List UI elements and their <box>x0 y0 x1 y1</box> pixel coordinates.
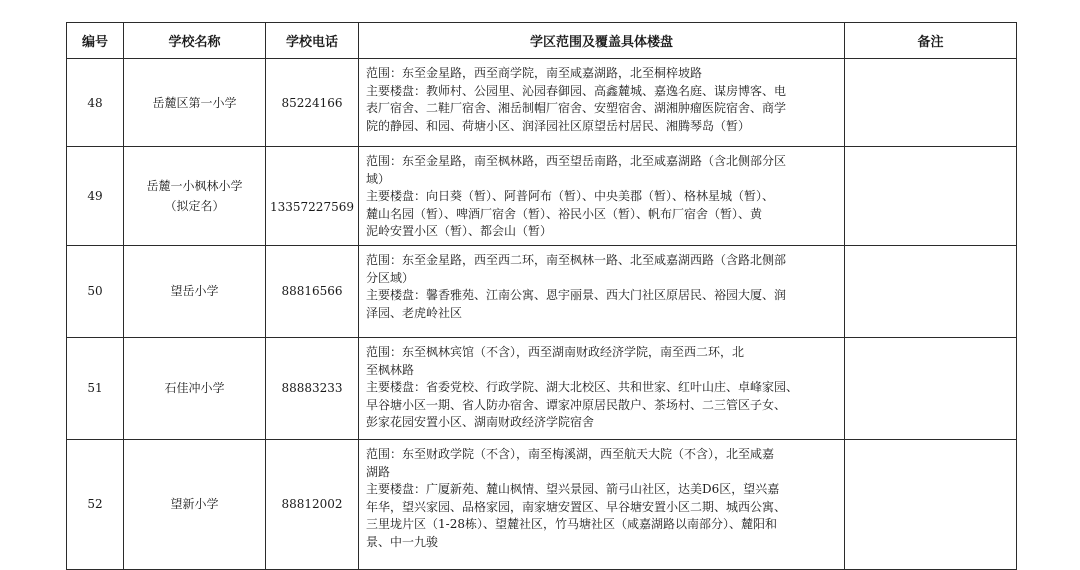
scope-line: 主要楼盘：广厦新苑、麓山枫情、望兴景园、箭弓山社区，达美D6区，望兴嘉 <box>366 482 780 497</box>
scope-line: 主要楼盘：向日葵（暂）、阿普阿布（暂）、中央美郡（暂）、格林星城（暂）、 <box>366 189 775 204</box>
district-scope-cell <box>359 147 845 246</box>
remarks-cell <box>845 59 1017 147</box>
school-name-cell <box>124 59 266 147</box>
district-scope-cell <box>359 337 845 439</box>
scope-line: 麓山名园（暂）、啤酒厂宿舍（暂）、裕民小区（暂）、帆布厂宿舍（暂）、黄 <box>366 206 763 221</box>
school-district-table <box>66 22 1017 570</box>
header-school-name: 学校名称 <box>124 23 266 59</box>
district-scope-cell <box>359 245 845 337</box>
scope-line: 范围：东至金星路，西至西二环，南至枫林一路、北至咸嘉湖西路（含路北侧部 <box>366 252 787 267</box>
remarks-cell <box>845 337 1017 439</box>
scope-line: 年华，望兴家园、品格家园，南家塘安置区、早谷塘安置小区二期、城西公寓、 <box>366 499 787 514</box>
school-name-cell <box>124 245 266 337</box>
table-row <box>67 245 1017 337</box>
school-name: 岳麓区第一小学 <box>152 95 237 110</box>
remarks-cell <box>845 439 1017 569</box>
scope-line: 湖路 <box>366 464 391 479</box>
header-district-scope: 学区范围及覆盖具体楼盘 <box>359 23 845 59</box>
remarks-cell <box>845 245 1017 337</box>
table-row <box>67 337 1017 439</box>
table-row <box>67 147 1017 246</box>
scope-line: 主要楼盘：馨香雅苑、江南公寓、恩宇丽景、西大门社区原居民、裕园大厦、润 <box>366 288 787 303</box>
row-number: 48 <box>67 59 124 147</box>
school-phone: 88883233 <box>266 337 359 439</box>
scope-line: 域） <box>366 171 391 186</box>
scope-line: 至枫林路 <box>366 362 415 377</box>
scope-line: 范围：东至财政学院（不含），南至梅溪湖，西至航天大院（不含），北至咸嘉 <box>366 446 775 461</box>
header-number: 编号 <box>67 23 124 59</box>
scope-line: 主要楼盘：省委党校、行政学院、湖大北校区、共和世家、红叶山庄、卓峰家园、 <box>366 380 799 395</box>
school-name: 岳麓一小枫林小学 <box>146 178 243 193</box>
header-remarks: 备注 <box>845 23 1017 59</box>
school-name: 石佳冲小学 <box>164 381 225 396</box>
scope-line: 范围：东至金星路，西至商学院，南至咸嘉湖路，北至桐梓坡路 <box>366 66 703 80</box>
school-name-note: （拟定名） <box>164 198 225 213</box>
scope-line: 三里垅片区（1-28栋）、望麓社区，竹马塘社区（咸嘉湖路以南部分）、麓阳和 <box>366 517 777 532</box>
scope-line: 泽园、老虎岭社区 <box>366 305 463 320</box>
scope-line: 景、中一九骏 <box>366 534 439 549</box>
header-row <box>67 23 1017 59</box>
table-row <box>67 439 1017 569</box>
school-name: 望岳小学 <box>170 284 219 299</box>
scope-line: 范围：东至金星路，南至枫林路，西至望岳南路，北至咸嘉湖路（含北侧部分区 <box>366 154 787 168</box>
school-phone: 88812002 <box>266 439 359 569</box>
school-phone: 13357227569 <box>266 147 359 246</box>
school-name-cell <box>124 439 266 569</box>
scope-line: 分区域） <box>366 270 415 285</box>
scope-line: 彭家花园安置小区、湖南财政经济学院宿舍 <box>366 415 595 430</box>
row-number: 49 <box>67 147 124 246</box>
scope-line: 院的静园、和园、荷塘小区、润泽园社区原望岳村居民、湘腾琴岛（暂） <box>366 118 751 133</box>
table-row <box>67 59 1017 147</box>
school-name-cell <box>124 147 266 246</box>
row-number: 50 <box>67 245 124 337</box>
school-phone: 88816566 <box>266 245 359 337</box>
scope-line: 主要楼盘：教师村、公园里、沁园春御园、高鑫麓城、嘉逸名庭、谋房博客、电 <box>366 83 787 98</box>
district-scope-cell <box>359 59 845 147</box>
remarks-cell <box>845 147 1017 246</box>
scope-line: 泥岭安置小区（暂）、都会山（暂） <box>366 224 553 239</box>
row-number: 51 <box>67 337 124 439</box>
header-school-phone: 学校电话 <box>266 23 359 59</box>
scope-line: 范围：东至枫林宾馆（不含），西至湖南财政经济学院，南至西二环，北 <box>366 344 745 359</box>
school-phone: 85224166 <box>266 59 359 147</box>
row-number: 52 <box>67 439 124 569</box>
district-scope-cell <box>359 439 845 569</box>
school-name-cell <box>124 337 266 439</box>
scope-line: 表厂宿舍、二鞋厂宿舍、湘岳制帽厂宿舍、安塑宿舍、湖湘肿瘤医院宿舍、商学 <box>366 101 787 116</box>
scope-line: 早谷塘小区一期、省人防办宿舍、谭家冲原居民散户、茶场村、二三管区子女、 <box>366 397 787 412</box>
school-name: 望新小学 <box>170 497 219 512</box>
